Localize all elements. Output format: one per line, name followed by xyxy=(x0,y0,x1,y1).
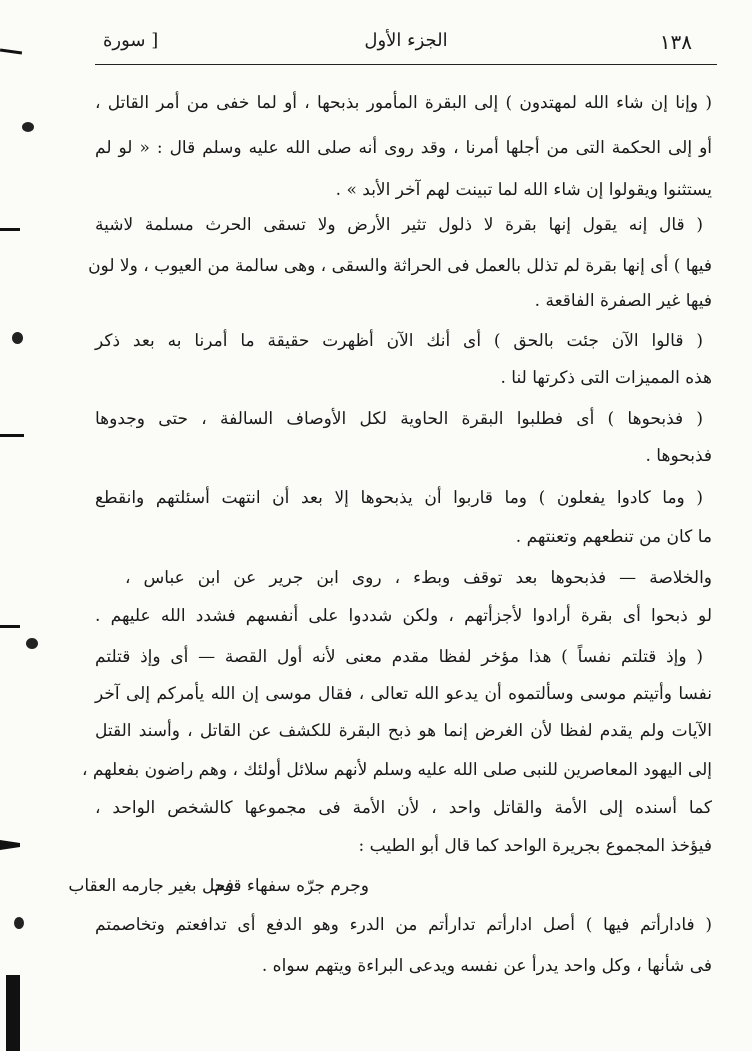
text-line: والخلاصة — فذبحوها بعد توقف وبطء ، روى ابن جرير عن ابن عباس ، xyxy=(125,568,712,588)
text-line: يستثنوا ويقولوا إن شاء الله لما تبينت لهم آخر الأبد » . xyxy=(335,180,712,200)
margin-mark xyxy=(14,917,24,929)
text-line: ( وإنا إن شاء الله لمهتدون ) إلى البقرة المأمور بذبحها ، أو لما خفى من أمر القاتل ، xyxy=(95,93,712,113)
margin-mark xyxy=(0,434,24,437)
verse-hemistich-left: فحل بغير جارمه العقاب xyxy=(68,876,234,896)
margin-mark xyxy=(26,638,38,649)
verse-hemistich-right: وجرم جرّه سفهاء قوم xyxy=(214,876,369,896)
text-line: ( قالوا الآن جئت بالحق ) أى أنك الآن أظهرت حقيقة ما أمرنا به بعد ذكر xyxy=(95,331,703,351)
text-line: فيها غير الصفرة الفاقعة . xyxy=(534,291,712,311)
margin-mark xyxy=(12,332,23,344)
text-line: ( فذبحوها ) أى فطلبوا البقرة الحاوية لكل الأوصاف السالفة ، حتى وجدوها xyxy=(95,409,703,429)
page-header xyxy=(95,30,717,64)
margin-mark xyxy=(0,48,22,54)
text-line: إلى اليهود المعاصرين للنبى صلى الله عليه وسلم لأنهم سلائل أولئك ، وهم راضون بفعلهم ، xyxy=(81,760,712,780)
header-rule xyxy=(95,64,717,65)
text-line: لو ذبحوا أى بقرة أرادوا لأجزأتهم ، ولكن شددوا على أنفسهم فشدد الله عليهم . xyxy=(95,606,712,626)
text-line: فذبحوها . xyxy=(645,446,712,466)
text-line: الآيات ولم يقدم لفظا لأن الغرض إنما هو ذبح البقرة للكشف عن القاتل ، وأسند القتل xyxy=(95,721,712,741)
margin-mark xyxy=(0,840,20,850)
margin-mark xyxy=(0,625,20,628)
margin-mark xyxy=(22,122,34,132)
text-line: ما كان من تنطعهم وتعنتهم . xyxy=(515,527,712,547)
page-number: ١٣٨ xyxy=(659,30,692,54)
text-line: هذه المميزات التى ذكرتها لنا . xyxy=(500,368,712,388)
text-line: ( فادارأتم فيها ) أصل ادارأتم تدارأتم من الدرء وهو الدفع أى تدافعتم وتخاصمتم xyxy=(95,915,712,935)
text-line: فيؤخذ المجموع بجريرة الواحد كما قال أبو الطيب : xyxy=(358,836,712,856)
surah-label: [ سورة xyxy=(103,30,159,51)
text-line: ( وإذ قتلتم نفساً ) هذا مؤخر لفظا مقدم معنى لأنه أول القصة — أى وإذ قتلتم xyxy=(95,647,703,667)
text-line: ( قال إنه يقول إنها بقرة لا ذلول تثير الأرض ولا تسقى الحرث مسلمة لاشية xyxy=(95,215,703,235)
text-line: أو إلى الحكمة التى من أجلها أمرنا ، وقد روى أنه صلى الله عليه وسلم قال : « لو لم xyxy=(95,138,712,158)
text-line: ( وما كادوا يفعلون ) وما قاربوا أن يذبحوها إلا بعد أن انتهت أسئلتهم وانقطع xyxy=(95,488,703,508)
margin-mark xyxy=(6,975,20,1051)
part-title: الجزء الأول xyxy=(364,30,448,51)
text-line: فى شأنها ، وكل واحد يدرأ عن نفسه ويدعى البراءة ويتهم سواه . xyxy=(261,956,712,976)
text-line: كما أسنده إلى الأمة والقاتل واحد ، لأن الأمة فى مجموعها كالشخص الواحد ، xyxy=(95,798,712,818)
margin-mark xyxy=(0,228,20,231)
text-line: نفسا وأتيتم موسى وسألتموه أن يدعو الله تعالى ، فقال موسى إن الله يأمركم إلى آخر xyxy=(95,684,712,704)
text-line: فيها ) أى إنها بقرة لم تذلل بالعمل فى الحراثة والسقى ، وهى سالمة من العيوب ، ولا لون xyxy=(88,256,712,276)
